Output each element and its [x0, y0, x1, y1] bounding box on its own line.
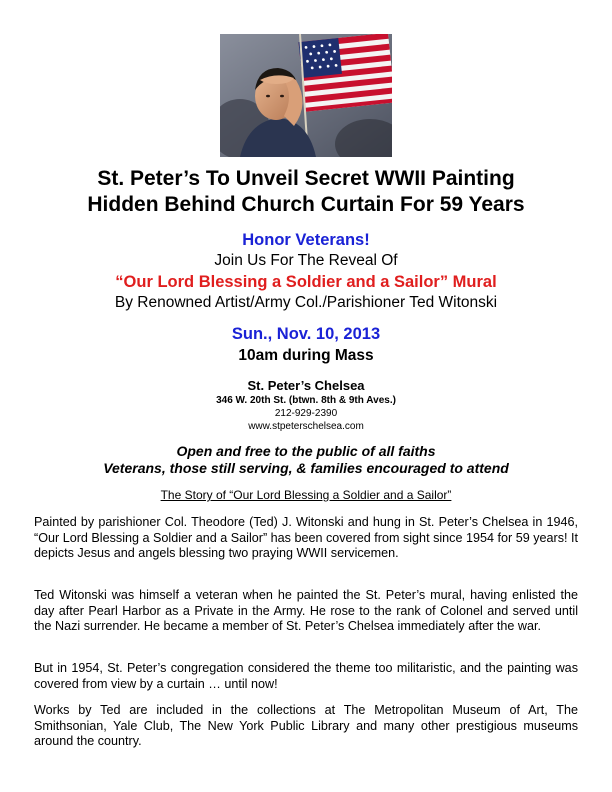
headline-line-1: St. Peter’s To Unveil Secret WWII Painting — [97, 167, 515, 190]
venue-name: St. Peter’s Chelsea — [247, 378, 365, 393]
story-paragraph-2: Ted Witonski was himself a veteran when he painted the St. Peter’s mural, having enlisted the day after Pearl Harbor as a Private in the Army. He rose to the rank of Colonel and served until the Nazi surrender. He became a member of St. Peter’s Chelsea immediately after the war. — [34, 588, 578, 633]
story-paragraph-1: Painted by parishioner Col. Theodore (Ted) J. Witonski and hung in St. Peter’s Chelsea in 1946, “Our Lord Blessing a Soldier and a Sailor” has been covered from sight since 1954 for 59 years! It depicts Jesus and angels blessing two praying WWII servicemen. — [34, 515, 578, 560]
story-paragraph-4: Works by Ted are included in the collections at The Metropolitan Museum of Art, The Smithsonian, Yale Club, The New York Public Library and many other prestigious museums around the country. — [34, 703, 578, 748]
headline-line-2: Hidden Behind Church Curtain For 59 Years — [87, 193, 525, 216]
mural-title: “Our Lord Blessing a Soldier and a Sailor” Mural — [115, 273, 497, 291]
join-us-text: Join Us For The Reveal Of — [214, 252, 398, 269]
artist-credit: By Renowned Artist/Army Col./Parishioner Ted Witonski — [114, 294, 498, 311]
child-saluting-flag-photo — [220, 34, 392, 157]
story-title-text: The Story of “Our Lord Blessing a Soldier and a Sailor” — [160, 488, 452, 502]
venue-address: 346 W. 20th St. (btwn. 8th & 9th Aves.) — [216, 395, 396, 406]
american-flag — [298, 34, 392, 112]
veterans-encouraged-text: Veterans, those still serving, & families encouraged to attend — [103, 460, 509, 476]
event-date: Sun., Nov. 10, 2013 — [231, 325, 381, 343]
story-paragraph-3: But in 1954, St. Peter’s congregation considered the theme too militaristic, and the painting was covered from view by a curtain … until now! — [34, 661, 578, 691]
event-time: 10am during Mass — [238, 347, 374, 364]
honor-veterans-heading: Honor Veterans! — [242, 231, 370, 249]
flag-salute-illustration — [220, 34, 392, 157]
venue-phone: 212-929-2390 — [274, 408, 338, 419]
open-to-public-text: Open and free to the public of all faiths — [176, 443, 436, 459]
story-title — [0, 488, 612, 503]
venue-website-link[interactable]: www.stpeterschelsea.com — [248, 421, 364, 432]
